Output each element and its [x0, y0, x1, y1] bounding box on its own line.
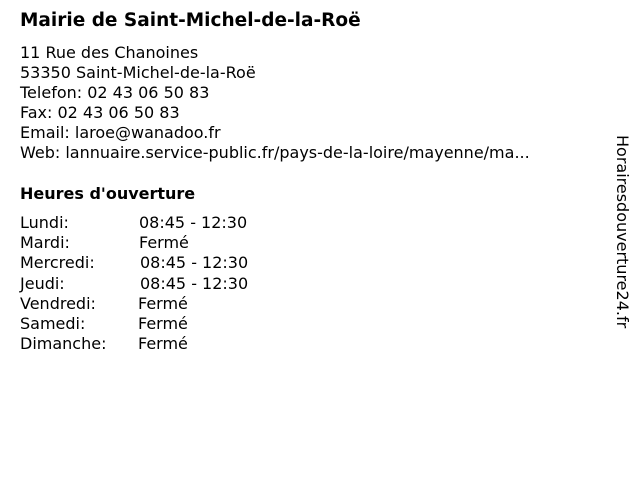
site-watermark: Horairesdouverture24.fr: [613, 135, 632, 329]
hours-value: 08:45 - 12:30: [139, 213, 248, 232]
phone-number: Telefon: 02 43 06 50 83: [20, 83, 210, 102]
email-address: Email: laroe@wanadoo.fr: [20, 123, 221, 142]
city-address: 53350 Saint-Michel-de-la-Roë: [20, 63, 256, 82]
hours-value: 08:45 - 12:30: [140, 273, 249, 293]
website-link: Web: lannuaire.service-public.fr/pays-de-la-loire/mayenne/ma...: [20, 143, 530, 162]
fax-number: Fax: 02 43 06 50 83: [20, 103, 180, 122]
day-label: Samedi:: [20, 313, 86, 333]
hours-value: Fermé: [138, 313, 188, 333]
hours-value: Fermé: [138, 293, 188, 313]
hours-value: Fermé: [138, 334, 188, 354]
page-title: Mairie de Saint-Michel-de-la-Roë: [20, 10, 361, 31]
day-label: Mardi:: [20, 233, 70, 253]
hours-heading: Heures d'ouverture: [20, 184, 196, 203]
hours-value: 08:45 - 12:30: [140, 253, 249, 273]
day-label: Mercredi:: [20, 253, 95, 273]
day-label: Jeudi:: [20, 273, 65, 293]
day-label: Lundi:: [20, 213, 69, 232]
contact-block: [20, 43, 530, 163]
hours-value: Fermé: [139, 233, 189, 253]
street-address: 11 Rue des Chanoines: [20, 43, 199, 62]
day-label: Vendredi:: [20, 293, 96, 313]
day-label: Dimanche:: [20, 334, 107, 354]
